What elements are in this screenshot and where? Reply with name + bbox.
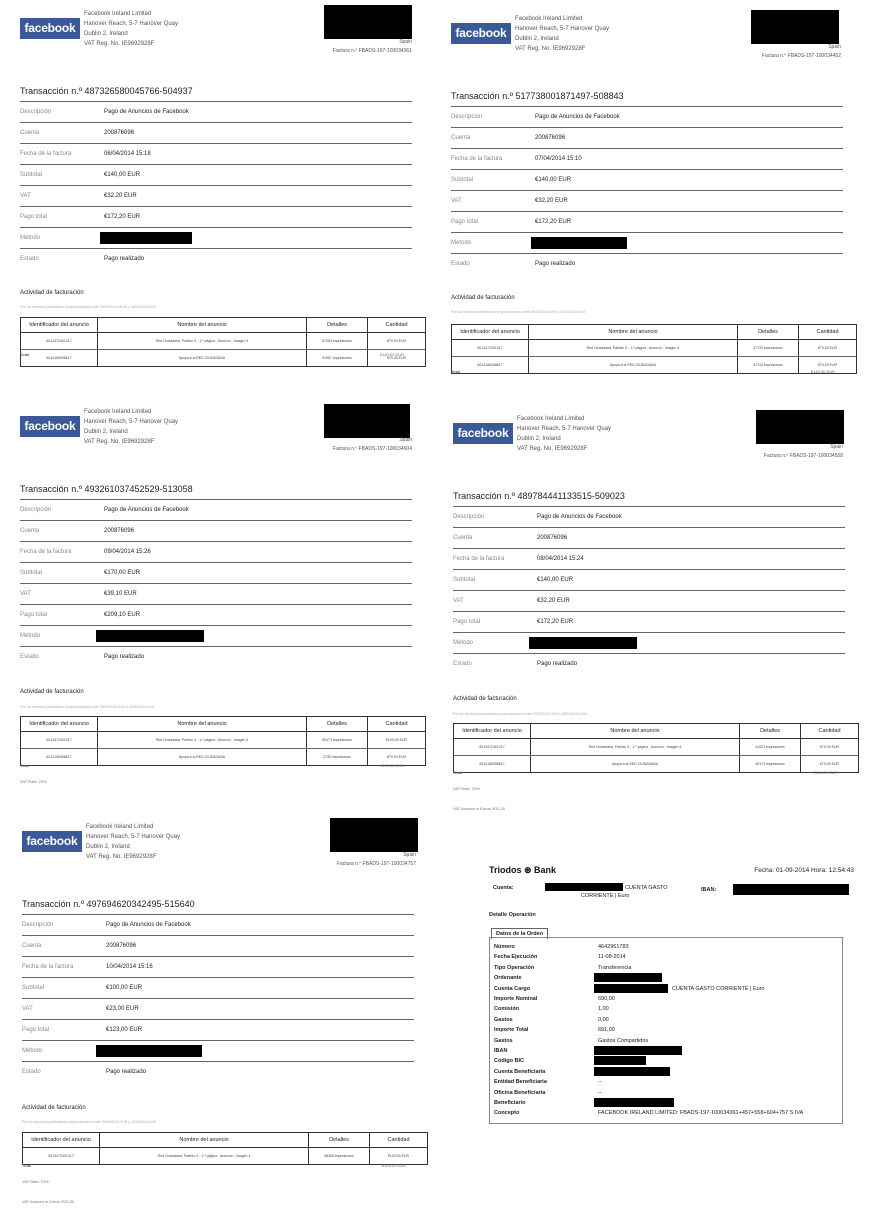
redacted-block: [751, 10, 839, 44]
triodos-logo: Triodos ⊛ Bank: [489, 865, 557, 875]
order-row: Gastos 0,00: [494, 1016, 609, 1023]
activity-heading: Actividad de facturación: [20, 290, 84, 296]
country: Spain: [399, 437, 412, 443]
table-row: 6013472401317 Red Ciudadana, Partido X - 1.ª página - Anuncio - Imagen 4 41023 impresiones €70,00 EUR: [454, 739, 858, 755]
invoice-total: Total €140,00 EUR: [453, 770, 837, 775]
billing-table: Identificador del anuncio Nombre del anuncio Detalles Cantidad 6013472401317 Red Ciudadana, Partido X - 1.ª página - Anuncio - Imagen 4 67263 impresiones €70,00 EUR 6014166398617 Apoya a la RED CIUDADANA 51967 impresiones €70,00 EUR: [20, 317, 426, 367]
facebook-logo: facebook: [22, 831, 82, 852]
redacted-method: [529, 637, 637, 649]
table-row: 6014166398617 Apoya a la RED CIUDADANA 51967 impresiones €70,00 EUR: [21, 349, 425, 366]
activity-note: Por los servicios publicitarios proporcionados entre 07/04/2014 6:00 y 08/04/2014 6:00: [453, 712, 588, 716]
table-row: 6013472401317 Red Ciudadana, Partido X - 1.ª página - Anuncio - Imagen 4 47734 impresiones €70,00 EUR: [452, 340, 856, 356]
redacted-method: [100, 232, 192, 244]
redacted-method: [531, 237, 627, 249]
order-row: Número 4642961783: [494, 944, 629, 950]
table-row: 6014166398617 Apoya a la RED CIUDADANA 36173 impresiones €70,00 EUR: [454, 755, 858, 772]
activity-note: Por los servicios publicitarios proporcionados entre 06/04/2014 6:00 y 07/04/2014 6:00: [451, 310, 586, 314]
redacted-method: [96, 630, 204, 642]
invoice-total: Total €140,00 EUR: [20, 352, 404, 357]
order-row: Importe Total 691,00: [494, 1027, 615, 1034]
invoice-details: Descripción Pago de Anuncios de Facebook Cuenta 200876096 Fecha de la factura 07/04/2014 15:10 Subtotal €140,00 EUR VAT €32,20 EUR Pago total €172,20 EUR Método Estado Pago realizado: [451, 106, 843, 274]
order-row: Código BIC: [494, 1058, 834, 1068]
bank-statement: Triodos ⊛ Bank Fecha: 01-09-2014 Hora: 12:54:43 Cuenta: CUENTA GASTO CORRIENTE | Euro IBAN: Detalle Operación Datos de la Orden Número 4642961783 Fecha Ejecución 11-08-2014 Tipo Operación Transferencia Ordenante Cuenta Cargo CUENTA GASTO CORRIENTE | Euro Importe Nominal 690,00 Comisión 1,00 Gastos 0,00 Importe Total 691,00 Gastos Gastos Compartidos IBAN Código BIC Cuenta Beneficiaria Entidad Beneficiaria -- Oficina Beneficiaria -- Beneficiario Concepto FACEBOOK IRELAND LIMITED: FBADS-197-100034361+457+558+604+757 S IVA: [489, 865, 854, 1125]
country: Spain: [828, 44, 841, 50]
vat-amount: VAT Amount in Euros: €23,00: [22, 1199, 75, 1204]
order-row: Beneficiario: [494, 1100, 834, 1110]
facebook-logo: facebook: [451, 23, 511, 44]
order-row: IBAN: [494, 1048, 834, 1058]
order-row: Ordenante: [494, 975, 834, 985]
facebook-logo: facebook: [20, 18, 80, 39]
transaction-title: Transacción n.º 497694620342495-515640: [22, 899, 195, 909]
order-row: Oficina Beneficiaria --: [494, 1089, 602, 1096]
facebook-logo: facebook: [453, 423, 513, 444]
facebook-logo: facebook: [20, 416, 80, 437]
redacted-method: [96, 1045, 202, 1057]
invoice-details: Descripción Pago de Anuncios de Facebook Cuenta 200876096 Fecha de la factura 09/04/2014 15:26 Subtotal €170,00 EUR VAT €39,10 EUR Pago total €209,10 EUR Método Estado Pago realizado: [20, 499, 412, 667]
activity-note: Por los servicios publicitarios proporcionados entre 09/04/2014 6:00 y 10/04/2014 6:00: [22, 1120, 157, 1124]
transaction-title: Transacción n.º 487326580045766-504937: [20, 86, 193, 96]
transaction-title: Transacción n.º 517738001871497-508843: [451, 91, 624, 101]
redacted-iban: [733, 884, 849, 895]
redacted-value: [594, 1067, 670, 1076]
invoice-total: Total €140,00 EUR: [451, 369, 835, 374]
table-row: 6013472401317 Red Ciudadana, Partido X - 1.ª página - Anuncio - Imagen 4 67263 impresiones €70,00 EUR: [21, 333, 425, 349]
redacted-value: [594, 973, 662, 982]
order-row: Concepto FACEBOOK IRELAND LIMITED: FBADS-197-100034361+457+558+604+757 S IVA: [494, 1110, 804, 1117]
invoice-number: Factura n.º FBADS-197-100034361: [332, 48, 412, 54]
order-row: Fecha Ejecución 11-08-2014: [494, 954, 626, 961]
redacted-block: [324, 404, 410, 438]
redacted-value: [594, 1046, 682, 1055]
invoice-number: Factura n.º FBADS-197-100034604: [332, 446, 412, 452]
detail-heading: Detalle Operación: [489, 912, 536, 918]
billing-table: Identificador del anuncio Nombre del anuncio Detalles Cantidad 6013472401317 Red Ciudadana, Partido X - 1.ª página - Anuncio - Imagen 4 50473 impresiones €100,00 EUR 6014166398617 Apoya a la RED CIUDADANA 2735 impresiones €70,00 EUR: [20, 716, 426, 766]
company-address: Facebook Ireland Limited Hanover Reach, 5-7 Hanover Quay Dublin 2, Ireland VAT Reg. No. IE9692928F: [517, 416, 612, 452]
activity-heading: Actividad de facturación: [453, 696, 517, 702]
redacted-value: [594, 984, 668, 993]
bank-date: Fecha: 01-09-2014 Hora: 12:54:43: [754, 867, 854, 874]
activity-heading: Actividad de facturación: [451, 295, 515, 301]
redacted-account: [545, 883, 623, 891]
invoice-details: Descripción Pago de Anuncios de Facebook Cuenta 200876096 Fecha de la factura 10/04/2014 15:16 Subtotal €100,00 EUR VAT €23,00 EUR Pago total €123,00 EUR Método Estado Pago realizado: [22, 914, 414, 1082]
redacted-value: [594, 1056, 646, 1065]
invoice-number: Factura n.º FBADS-197-100034757: [336, 861, 416, 867]
invoice-details: Descripción Pago de Anuncios de Facebook Cuenta 200876096 Fecha de la factura 08/04/2014 15:24 Subtotal €140,00 EUR VAT €32,20 EUR Pago total €172,20 EUR Método Estado Pago realizado: [453, 506, 845, 674]
vat-amount: VAT Amount in Euros: €32,20: [453, 806, 506, 811]
table-row: 6014166398617 Apoya a la RED CIUDADANA 51744 impresiones €70,00 EUR: [452, 356, 856, 373]
order-row: Gastos Gastos Compartidos: [494, 1037, 649, 1044]
billing-table: Identificador del anuncio Nombre del anuncio Detalles Cantidad 6013472401317 Red Ciudadana, Partido X - 1.ª página - Anuncio - Imagen 4 41023 impresiones €70,00 EUR 6014166398617 Apoya a la RED CIUDADANA 36173 impresiones €70,00 EUR: [453, 723, 859, 773]
invoice-number: Factura n.º FBADS-197-100034452: [761, 53, 841, 59]
billing-table: Identificador del anuncio Nombre del anuncio Detalles Cantidad 6013472401317 Red Ciudadana, Partido X - 1.ª página - Anuncio - Imagen 4 58398 impresiones €100,00 EUR: [22, 1132, 428, 1165]
country: Spain: [399, 39, 412, 45]
table-row: 6013472401317 Red Ciudadana, Partido X - 1.ª página - Anuncio - Imagen 4 58398 impresiones €100,00 EUR: [23, 1148, 427, 1164]
country: Spain: [830, 444, 843, 450]
activity-note: Por los servicios publicitarios proporcionados entre 05/04/2014 00:00 y 06/04/2014 6:00: [20, 305, 157, 309]
vat-rate: VAT Rate: 23%: [453, 786, 480, 791]
company-address: Facebook Ireland Limited Hanover Reach, 5-7 Hanover Quay Dublin 2, Ireland VAT Reg. No. IE9692928F: [84, 11, 179, 47]
table-row: 6014166398617 Apoya a la RED CIUDADANA 2735 impresiones €70,00 EUR: [21, 748, 425, 765]
invoice-details: Descripción Pago de Anuncios de Facebook Cuenta 200876096 Fecha de la factura 06/04/2014 15:18 Subtotal €140,00 EUR VAT €32,20 EUR Pago total €172,20 EUR Método Estado Pago realizado: [20, 101, 412, 269]
order-row: Importe Nominal 690,00: [494, 996, 615, 1002]
table-row: 6013472401317 Red Ciudadana, Partido X - 1.ª página - Anuncio - Imagen 4 50473 impresiones €100,00 EUR: [21, 732, 425, 748]
order-row: Comisión 1,00: [494, 1006, 609, 1013]
company-address: Facebook Ireland Limited Hanover Reach, 5-7 Hanover Quay Dublin 2, Ireland VAT Reg. No. IE9692928F: [84, 409, 179, 445]
activity-note: Por los servicios publicitarios proporcionados entre 08/04/2014 6:00 y 09/04/2014 6:00: [20, 705, 155, 709]
country: Spain: [403, 852, 416, 858]
redacted-block: [756, 410, 844, 444]
activity-heading: Actividad de facturación: [20, 689, 84, 695]
order-row: Cuenta Cargo CUENTA GASTO CORRIENTE | Euro: [494, 985, 765, 992]
vat-rate: VAT Rate: 23%: [20, 779, 47, 784]
company-address: Facebook Ireland Limited Hanover Reach, 5-7 Hanover Quay Dublin 2, Ireland VAT Reg. No. IE9692928F: [86, 824, 181, 860]
order-row: Cuenta Beneficiaria: [494, 1069, 834, 1079]
invoice-total: Total €170,00 EUR: [20, 763, 404, 768]
billing-table: Identificador del anuncio Nombre del anuncio Detalles Cantidad 6013472401317 Red Ciudadana, Partido X - 1.ª página - Anuncio - Imagen 4 47734 impresiones €70,00 EUR 6014166398617 Apoya a la RED CIUDADANA 51744 impresiones €70,00 EUR: [451, 324, 857, 374]
redacted-value: [594, 1098, 674, 1107]
order-row: Tipo Operación Transferencia: [494, 964, 632, 971]
invoice-number: Factura n.º FBADS-197-100034558: [763, 453, 843, 459]
redacted-block: [324, 5, 412, 39]
tab-order-data[interactable]: Datos de la Orden: [491, 928, 548, 939]
activity-heading: Actividad de facturación: [22, 1105, 86, 1111]
redacted-block: [330, 818, 418, 852]
transaction-title: Transacción n.º 493261037452529-513058: [20, 484, 193, 494]
company-address: Facebook Ireland Limited Hanover Reach, 5-7 Hanover Quay Dublin 2, Ireland VAT Reg. No. IE9692928F: [515, 16, 610, 52]
invoice-total: Total €100,00 EUR: [22, 1163, 406, 1168]
transaction-title: Transacción n.º 489784441133515-509023: [453, 491, 625, 501]
order-details-box: [489, 937, 843, 1124]
vat-rate: VAT Rate: 23%: [22, 1179, 49, 1184]
order-row: Entidad Beneficiaria --: [494, 1079, 602, 1086]
